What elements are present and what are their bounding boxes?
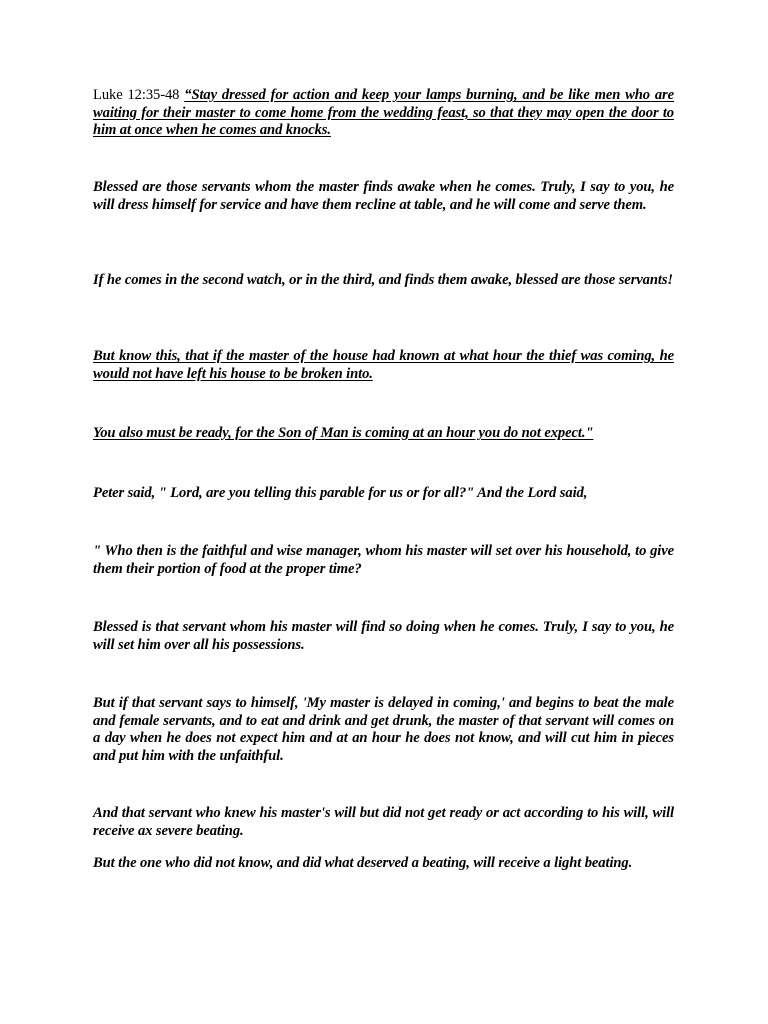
paragraph-9: But if that servant says to himself, 'My master is delayed in coming,' and begins to beat the male and female servants, and to eat and drink and get drunk, the master of that servant will comes on a day when he does not expect him and at an hour he does not know, and will cut him in pieces and put him with the unfaithful. [93, 695, 674, 764]
paragraph-2: Blessed are those servants whom the master finds awake when he comes. Truly, I say to you, he will dress himself for service and have them recline at table, and he will come and serve them. [93, 179, 674, 213]
paragraph-5-text: You also must be ready, for the Son of Man is coming at an hour you do not expect." [93, 425, 594, 441]
paragraph-4 [93, 348, 674, 383]
paragraph-5 [93, 425, 674, 443]
paragraph-1 [93, 87, 674, 140]
paragraph-1-text: “Stay dressed for action and keep your lamps burning, and be like men who are waiting for their master to come home from the wedding feast, so that they may open the door to him at once when he comes and knocks. [93, 87, 674, 139]
paragraph-10: And that servant who knew his master's will but did not get ready or act according to his will, will receive ax severe beating. [93, 805, 674, 839]
paragraph-3: If he comes in the second watch, or in the third, and finds them awake, blessed are those servants! [93, 272, 673, 288]
paragraph-4-text: But know this, that if the master of the house had known at what hour the thief was coming, he would not have left his house to be broken into. [93, 348, 674, 382]
scripture-reference: Luke 12:35-48 [93, 87, 185, 103]
paragraph-6: Peter said, " Lord, are you telling this parable for us or for all?" And the Lord said, [93, 485, 588, 501]
paragraph-7: " Who then is the faithful and wise manager, whom his master will set over his household, to give them their portion of food at the proper time? [93, 543, 674, 577]
paragraph-8: Blessed is that servant whom his master will find so doing when he comes. Truly, I say to you, he will set him over all his possessions. [93, 619, 674, 653]
paragraph-11: But the one who did not know, and did what deserved a beating, will receive a light beating. [93, 855, 633, 871]
